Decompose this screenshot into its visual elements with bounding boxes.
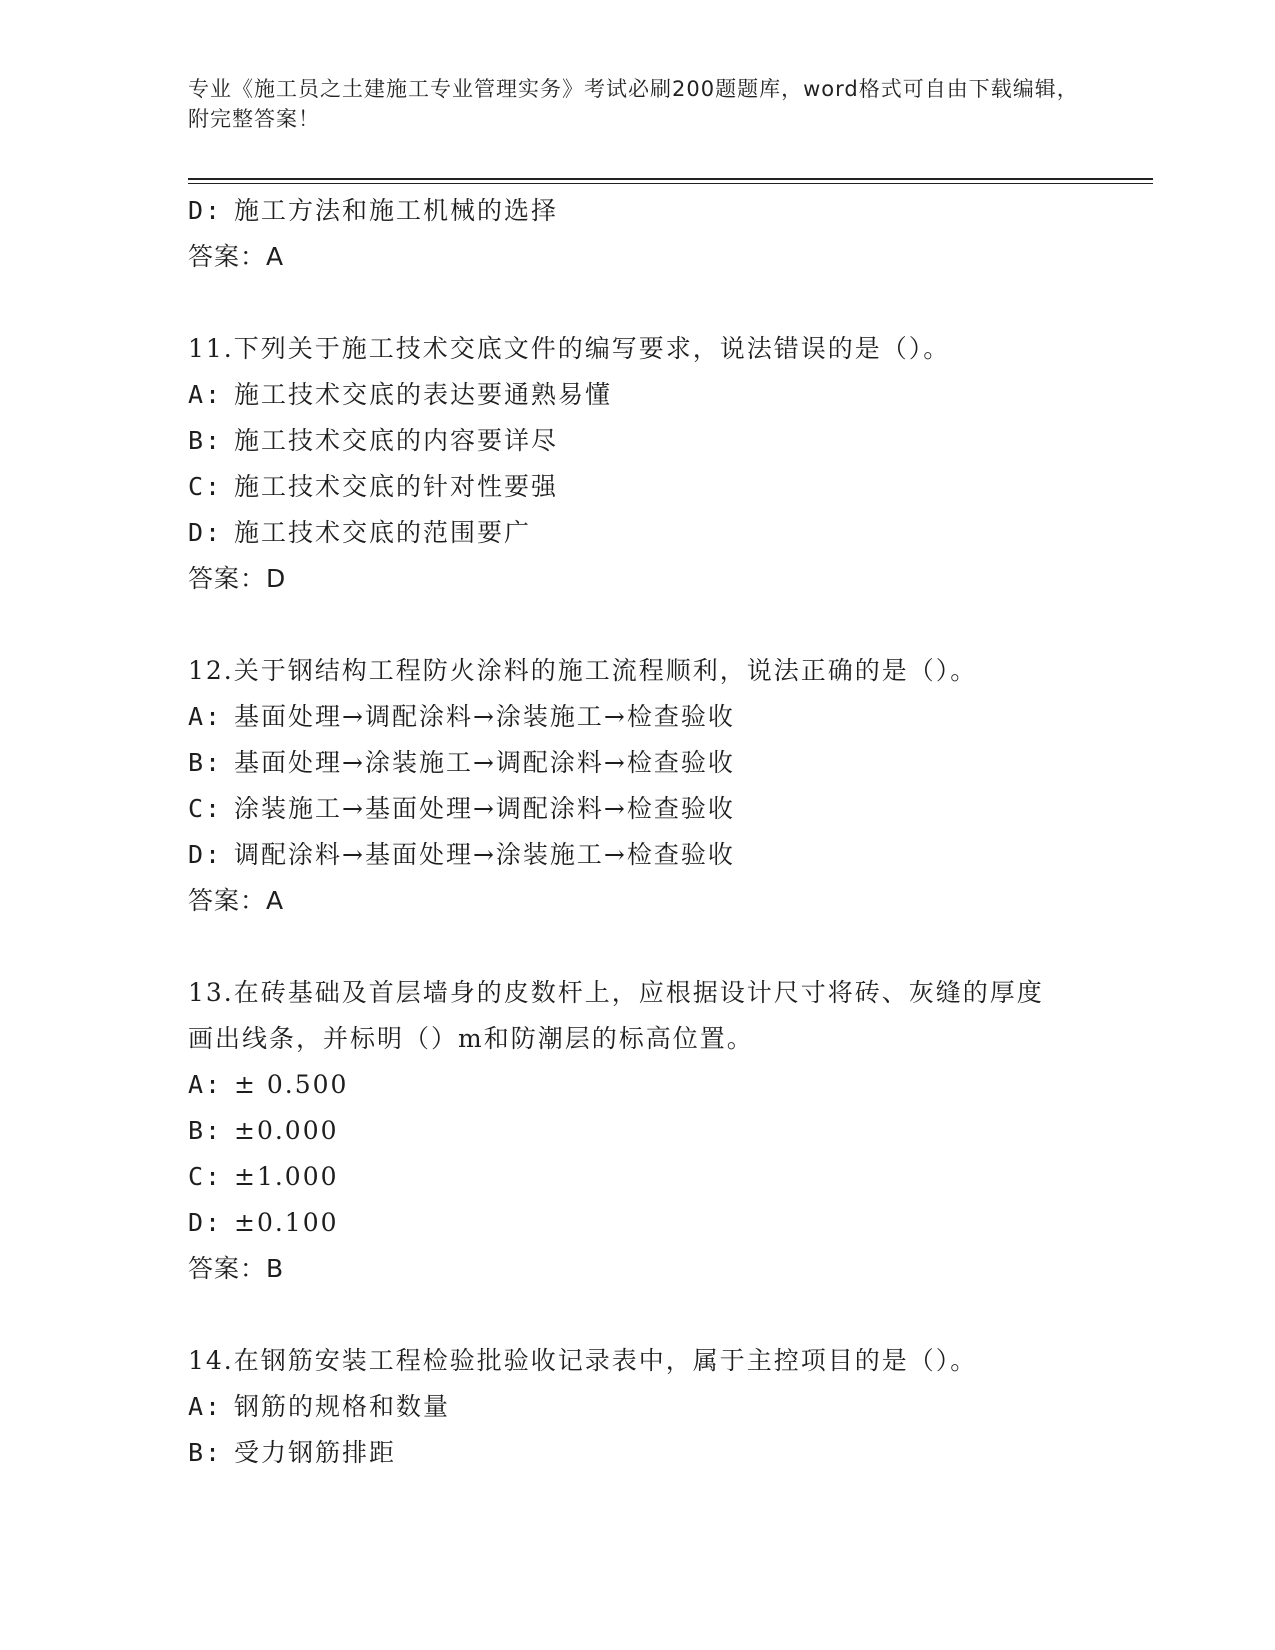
answer-line: 答案：B	[188, 1254, 285, 1283]
option-key: B:	[188, 1116, 223, 1145]
question-title: 12.关于钢结构工程防火涂料的施工流程顺利，说法正确的是（）。	[188, 656, 978, 685]
option-key: C:	[188, 794, 223, 823]
option-text: ±1.000	[234, 1162, 339, 1191]
option-key: C:	[188, 472, 223, 501]
option-b	[188, 1108, 1108, 1154]
option-key: D:	[188, 840, 223, 869]
spacer	[188, 1292, 1108, 1338]
option-text: 钢筋的规格和数量	[234, 1392, 451, 1421]
option-c	[188, 786, 1108, 832]
option-text: 基面处理→调配涂料→涂装施工→检查验收	[234, 702, 735, 731]
option-b	[188, 418, 1108, 464]
option-c	[188, 1154, 1108, 1200]
spacer	[188, 280, 1108, 326]
option-key: A:	[188, 702, 223, 731]
header-divider-thin	[188, 183, 1153, 184]
answer-line: 答案：A	[188, 886, 285, 915]
question-title: 11.下列关于施工技术交底文件的编写要求，说法错误的是（）。	[188, 334, 951, 363]
option-text: 施工技术交底的内容要详尽	[234, 426, 559, 455]
option-text: ±0.100	[234, 1208, 339, 1237]
option-key: B:	[188, 426, 223, 455]
spacer	[188, 924, 1108, 970]
question-title: 13.在砖基础及首层墙身的皮数杆上，应根据设计尺寸将砖、灰缝的厚度画出线条，并标明（）m和防潮层的标高位置。	[188, 978, 1044, 1053]
option-text: 施工技术交底的表达要通熟易懂	[234, 380, 613, 409]
option-key: D:	[188, 1208, 223, 1237]
header-divider	[188, 178, 1153, 180]
option-a	[188, 1384, 1108, 1430]
option-key: A:	[188, 1392, 223, 1421]
option-text: 调配涂料→基面处理→涂装施工→检查验收	[234, 840, 735, 869]
option-text: ± 0.500	[234, 1070, 349, 1099]
option-text: 基面处理→涂装施工→调配涂料→检查验收	[234, 748, 735, 777]
option-c	[188, 464, 1108, 510]
option-key: D:	[188, 196, 223, 225]
option-text: ±0.000	[234, 1116, 339, 1145]
option-key: B:	[188, 748, 223, 777]
option-text: 施工技术交底的范围要广	[234, 518, 532, 547]
option-text: 受力钢筋排距	[234, 1438, 397, 1467]
option-key: D:	[188, 518, 223, 547]
page-header: 专业《施工员之土建施工专业管理实务》考试必刷200题题库，word格式可自由下载编辑，附完整答案！	[188, 77, 1079, 131]
option-b	[188, 740, 1108, 786]
option-key: A:	[188, 380, 223, 409]
option-key: B:	[188, 1438, 223, 1467]
option-d	[188, 832, 1108, 878]
option-text: 施工方法和施工机械的选择	[234, 196, 559, 225]
spacer	[188, 602, 1108, 648]
option-d	[188, 1200, 1108, 1246]
option-d	[188, 188, 1108, 234]
option-b	[188, 1430, 1108, 1476]
answer-line: 答案：D	[188, 564, 287, 593]
option-text: 涂装施工→基面处理→调配涂料→检查验收	[234, 794, 735, 823]
question-title: 14.在钢筋安装工程检验批验收记录表中，属于主控项目的是（）。	[188, 1346, 978, 1375]
option-key: C:	[188, 1162, 223, 1191]
option-key: A:	[188, 1070, 223, 1099]
document-body	[188, 188, 1108, 1476]
answer-line: 答案：A	[188, 242, 285, 271]
option-a	[188, 1062, 1108, 1108]
option-a	[188, 694, 1108, 740]
option-a	[188, 372, 1108, 418]
option-text: 施工技术交底的针对性要强	[234, 472, 559, 501]
option-d	[188, 510, 1108, 556]
